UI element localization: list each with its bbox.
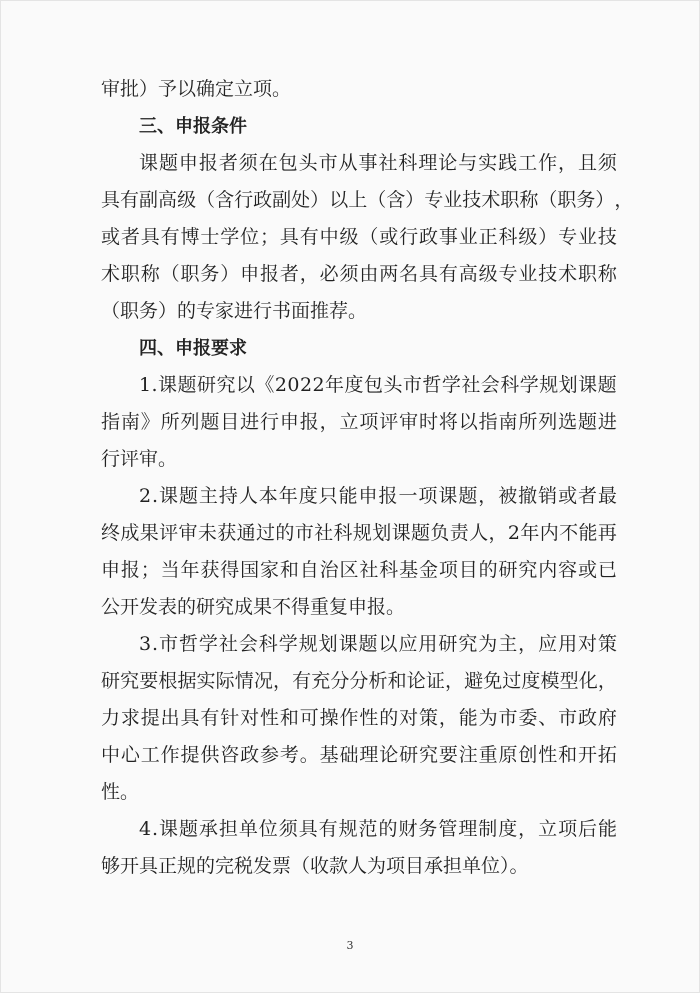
text-line: 课 题 申 报 者 须 在 包 头 市 从 事 社 科 理 论 与 实 践 工 作 ， 且 须 <box>139 152 617 174</box>
text-line: 指 南 》 所 列 题 目 进 行 申 报 ， 立 项 评 审 时 将 以 指 南 所 列 选 题 进 <box>101 411 617 433</box>
text-line: 1 . 课 题 研 究 以 《 2 0 2 2 年 度 包 头 市 哲 学 社 会 科 学 规 划 课 题 <box>139 374 617 396</box>
page-number: 3 <box>346 939 354 952</box>
text-line: 力 求 提 出 具 有 针 对 性 和 可 操 作 性 的 对 策 ， 能 为 市 委 、 市 政 府 <box>101 707 617 729</box>
text-line: 术 职 称 （ 职 务 ） 申 报 者 ， 必 须 由 两 名 具 有 高 级 专 业 技 术 职 称 <box>101 263 617 285</box>
section-heading: 三、申报条件 <box>139 116 247 137</box>
text-line: 或 者 具 有 博 士 学 位 ； 具 有 中 级 （ 或 行 政 事 业 正 科 级 ） 专 业 技 <box>101 226 617 248</box>
text-line: 申 报 ； 当 年 获 得 国 家 和 自 治 区 社 科 基 金 项 目 的 研 究 内 容 或 已 <box>101 559 617 581</box>
text-line: 4 . 课 题 承 担 单 位 须 具 有 规 范 的 财 务 管 理 制 度 ， 立 项 后 能 <box>139 818 617 840</box>
section-heading: 四、申报要求 <box>139 338 247 359</box>
text-line: 性。 <box>101 781 140 803</box>
text-line: （职务）的专家进行书面推荐。 <box>101 300 368 322</box>
text-line: 公开发表的研究成果不得重复申报。 <box>101 596 406 618</box>
text-line: 2 . 课 题 主 持 人 本 年 度 只 能 申 报 一 项 课 题 ， 被 撤 销 或 者 最 <box>139 485 617 507</box>
text-line: 行评审。 <box>101 448 178 470</box>
document-body <box>101 71 634 885</box>
text-line: 具 有 副 高 级 （ 含 行 政 副 处 ） 以 上 （ 含 ） 专 业 技 术 职 称 （ 职 务 ） ， <box>101 189 634 211</box>
text-line: 中 心 工 作 提 供 咨 政 参 考 。 基 础 理 论 研 究 要 注 重 原 创 性 和 开 拓 <box>101 744 617 766</box>
text-line: 研 究 要 根 据 实 际 情 况 ， 有 充 分 分 析 和 论 证 ， 避 免 过 度 模 型 化 ， <box>101 670 617 692</box>
text-line: 3 . 市 哲 学 社 会 科 学 规 划 课 题 以 应 用 研 究 为 主 ， 应 用 对 策 <box>139 633 617 655</box>
text-line: 够开具正规的完税发票（收款人为项目承担单位）。 <box>101 855 529 877</box>
text-line: 终 成 果 评 审 未 获 通 过 的 市 社 科 规 划 课 题 负 责 人 ， 2 年 内 不 能 再 <box>101 522 617 544</box>
text-line: 审批）予以确定立项。 <box>101 78 292 100</box>
